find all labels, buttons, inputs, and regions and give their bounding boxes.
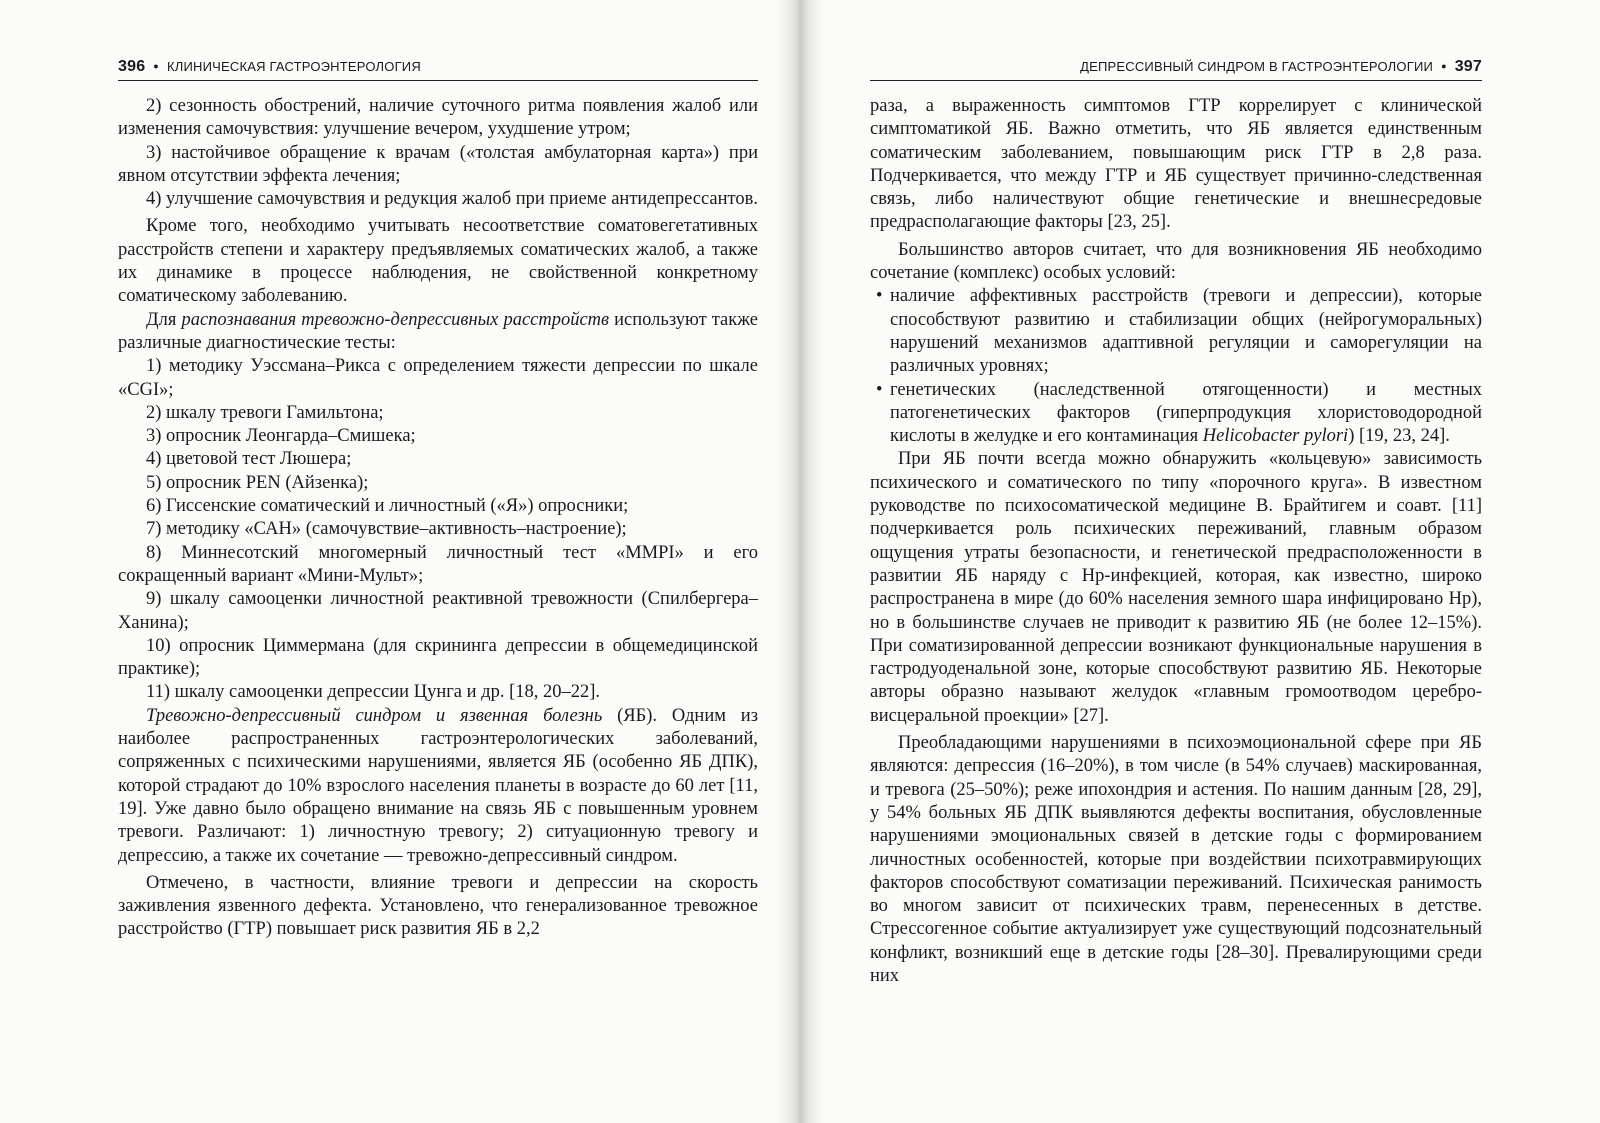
list-item (870, 285, 1482, 378)
criterion-4: 4) улучшение самочувствия и редукция жалоб при приеме антидепрессантов. (146, 189, 758, 210)
test-item: 8) Миннесотский многомерный личностный тест «MMPI» и его сокращенный вариант «Мини-Мульт»; (118, 542, 758, 586)
bullet-separator: ● (153, 61, 159, 71)
healing-paragraph: Отмечено, в частности, влияние тревоги и депрессии на скорость заживления язвенного дефекта. Установлено, что генерализованное тревожное расстройство (ГТР) повышает риск развития ЯБ в 2,2 (118, 872, 758, 940)
criterion-3: 3) настойчивое обращение к врачам («толстая амбулаторная карта») при явном отсутствии эффекта лечения; (118, 142, 758, 186)
test-item: 1) методику Уэссмана–Рикса с определением тяжести депрессии по шкале «CGI»; (118, 356, 758, 400)
left-page (118, 58, 758, 942)
list-item-text-after: ) [19, 23, 24]. (1348, 426, 1450, 447)
list-item (870, 379, 1482, 449)
left-page-number: 396 (118, 58, 146, 75)
tests-intro-italic: распознавания тревожно-депрессивных расстройств (181, 309, 610, 330)
right-page-body (870, 95, 1482, 988)
conditions-list (870, 285, 1482, 448)
tests-intro-after: используют также различные диагностические тесты: (118, 309, 758, 353)
tests-intro-before: Для (146, 309, 182, 330)
test-item: 7) методику «САН» (самочувствие–активность–настроение); (146, 519, 627, 540)
test-item: 4) цветовой тест Люшера; (146, 449, 352, 470)
list-item-text: наличие аффективных расстройств (тревоги и депрессии), которые способствуют развитию и стабилизации общих (нейрогуморальных) нарушений механизмов адаптивной регуляции и саморегуляции на различных уровнях; (890, 286, 1482, 377)
conditions-intro: Большинство авторов считает, что для возникновения ЯБ необходимо сочетание (комплекс) особых условий: (870, 239, 1482, 284)
left-page-body (118, 95, 758, 942)
criterion-2: 2) сезонность обострений, наличие суточного ритма появления жалоб или изменения самочувствия: улучшение вечером, ухудшение утром; (118, 96, 758, 140)
book-gutter (776, 0, 822, 1123)
test-item: 5) опросник PEN (Айзенка); (146, 472, 369, 493)
test-item: 2) шкалу тревоги Гамильтона; (146, 402, 384, 423)
tests-intro-paragraph (118, 309, 758, 356)
list-bullet: • (876, 379, 883, 400)
right-running-title: ДЕПРЕССИВНЫЙ СИНДРОМ В ГАСТРОЭНТЕРОЛОГИИ (1080, 59, 1434, 74)
test-item: 10) опросник Циммермана (для скрининга депрессии в общемедицинской практике); (118, 635, 758, 680)
list-item-text-before: генетических (наследственной отягощенности) и местных патогенетических факторов (гиперпродукция хлористоводородной кислоты в желудке и его контаминация (890, 379, 1482, 447)
prevail-paragraph: Преобладающими нарушениями в психоэмоциональной сфере при ЯБ являются: депрессия (16–20%), в том числе (в 54% случаев) маскированная, и тревога (25–50%); реже ипохондрия и астения. По нашим данным [28, 29], у 54% больных ЯБ ДПК выявляются дефекты воспитания, обусловленные нарушениями эмоциональных связей в детские годы с формированием личностных особенностей, которые при воздействии психотравмирующих факторов способствуют соматизации переживаний. Психическая ранимость во многом зависит от психических травм, перенесенных в детстве. Стрессогенное событие актуализирует уже существующий подсознательный конфликт, возникший еще в детские годы [28–30]. Превалирующими среди них (870, 733, 1482, 986)
list-bullet: • (876, 286, 883, 307)
continuation-paragraph: раза, а выраженность симптомов ГТР коррелирует с клинической симптоматикой ЯБ. Важно отметить, что ЯБ является единственным соматическим заболеванием, повышающим риск ГТР в 2,8 раза. Подчеркивается, что между ГТР и ЯБ существует причинно-следственная связь, либо наличествуют общие генетические и внешнесредовые предрасполагающие факторы [23, 25]. (870, 96, 1482, 233)
ring-paragraph: При ЯБ почти всегда можно обнаружить «кольцевую» зависимость психического и соматического по типу «порочного круга». В известном руководстве по психосоматической медицине В. Брайтигем и соавт. [11] подчеркивается роль психических переживаний, главным образом ощущения утраты безопасности, и генетической предрасположенности в развитии ЯБ наряду с Нр-инфекцией, которая, как известно, широко распространена в мире (до 60% населения земного шара инфицировано Нр), но в большинстве случаев не приводит к развитию ЯБ (не более 12–15%). При соматизированной депрессии возникают функциональные нарушения в гастродуоденальной зоне, которые способствуют развитию ЯБ. Некоторые авторы образно называют желудок «главным громоотводом церебро-висцеральной проекции» [27]. (870, 449, 1482, 726)
test-item: 9) шкалу самооценки личностной реактивной тревожности (Спилбергера–Ханина); (118, 589, 758, 633)
right-page-number: 397 (1454, 58, 1482, 75)
left-running-head (118, 58, 758, 81)
bullet-separator: ● (1441, 61, 1447, 71)
left-running-title: КЛИНИЧЕСКАЯ ГАСТРОЭНТЕРОЛОГИЯ (166, 59, 421, 74)
right-page (870, 58, 1482, 988)
test-item: 3) опросник Леонгарда–Смишека; (146, 426, 416, 447)
list-item-italic: Helicobacter pylori (1202, 426, 1349, 447)
yab-paragraph (118, 705, 758, 868)
test-item: 6) Гиссенские соматический и личностный («Я») опросники; (146, 496, 629, 517)
paragraph-somatic-mismatch: Кроме того, необходимо учитывать несоответствие соматовегетативных расстройств степени и характеру предъявляемых соматических жалоб, а также их динамике в процессе наблюдения, не свойственной конкретному соматическому заболеванию. (118, 216, 758, 307)
right-running-head (870, 58, 1482, 81)
yab-paragraph-text: (ЯБ). Одним из наиболее распространенных гастроэнтерологических заболеваний, сопряженных с психическими нарушениями, является ЯБ (особенно ЯБ ДПК), которой страдают до 10% взрослого населения планеты в возрасте до 60 лет [11, 19]. Уже давно было обращено внимание на связь ЯБ с повышенным уровнем тревоги. Различают: 1) личностную тревогу; 2) ситуационную тревогу и депрессию, а также их сочетание — тревожно-депрессивный синдром. (118, 705, 758, 866)
yab-section-title: Тревожно-депрессивный синдром и язвенная болезнь (146, 705, 603, 726)
test-item: 11) шкалу самооценки депрессии Цунга и др. [18, 20–22]. (146, 682, 601, 703)
